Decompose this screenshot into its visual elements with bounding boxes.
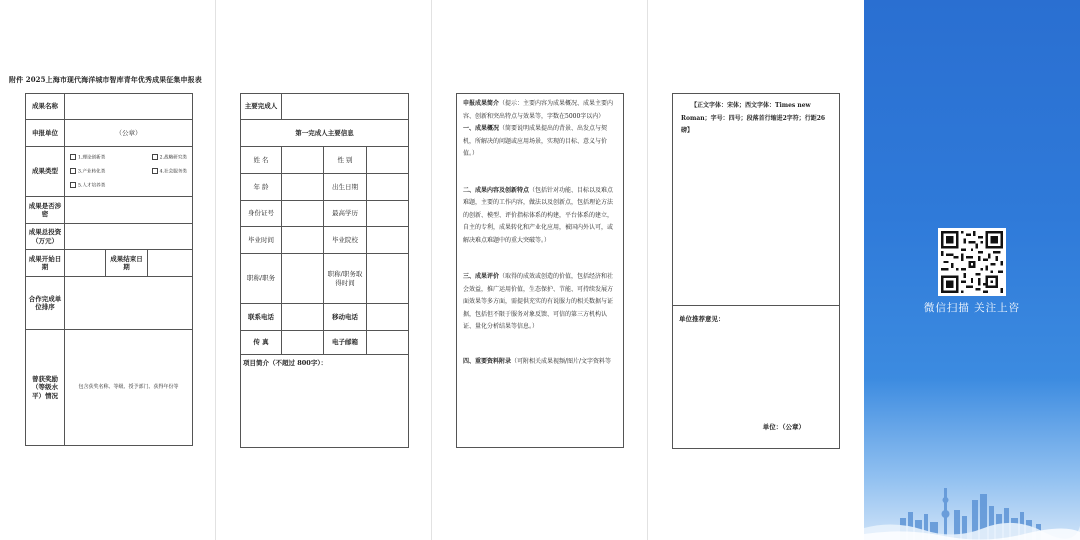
label-title: 职称/职务 (241, 254, 282, 304)
label-recommend: 单位推荐意见： (679, 315, 725, 323)
field-age[interactable] (282, 174, 324, 201)
form-page-3 (432, 0, 647, 540)
field-start-date[interactable] (65, 250, 106, 277)
label-unit: 申报单位 (26, 120, 65, 147)
type-option-5[interactable]: 5.人才培养类 (70, 182, 105, 189)
person-table (240, 93, 409, 448)
label-mobile: 移动电话 (324, 304, 367, 331)
label-birth: 出生日期 (324, 174, 367, 201)
recommend-box[interactable] (672, 305, 840, 449)
checkbox-icon (152, 154, 158, 160)
section-evaluation: 三、成果评价（取得的成效或创造的价值，包括经济和社会效益，推广运用价值，生态保护、节能、可持续发展方面效果等多方面，需提供充实的有说服力的相关数据与证据，包括但不限于服务对象反馈、可信的第三方机构认证、量化分析结果等信息。） (463, 273, 614, 330)
label-end-date: 成果结束日期 (106, 250, 148, 277)
label-main-person: 主要完成人 (241, 94, 282, 120)
checkbox-icon (70, 168, 76, 174)
summary-box[interactable] (456, 93, 624, 448)
field-investment[interactable] (65, 224, 193, 250)
checkbox-icon (70, 182, 76, 188)
label-person-name: 姓 名 (241, 147, 282, 174)
field-mobile[interactable] (367, 304, 409, 331)
label-start-date: 成果开始日期 (26, 250, 65, 277)
label-investment: 成果总投资（万元） (26, 224, 65, 250)
field-birth[interactable] (367, 174, 409, 201)
field-gender[interactable] (367, 147, 409, 174)
label-grad-time: 毕业时间 (241, 227, 282, 254)
label-coop: 合作完成单位排序 (26, 277, 65, 330)
field-edu[interactable] (367, 201, 409, 227)
label-fax: 传 真 (241, 331, 282, 355)
type-option-3[interactable]: 3.产业转化类 (70, 168, 105, 175)
type-options (65, 147, 193, 197)
label-intro: 项目简介（不超过 800字）： (243, 359, 328, 367)
label-age: 年 龄 (241, 174, 282, 201)
label-title-time: 职称/职务取得时间 (324, 254, 367, 304)
field-end-date[interactable] (148, 250, 193, 277)
field-phone[interactable] (282, 304, 324, 331)
section-content: 二、成果内容及创新特点（包括针对功能、目标以及难点难题，主要的工作内容，做法以及创新点，包括理论方法的创新、模型、评价指标体系的构建，平台体系的建立，自主的专利，成果转化和产业化应用，被国内外认可，或解决难点难题中的重大突破等。） (463, 186, 614, 244)
form-page-4 (648, 0, 863, 540)
section-appendix: 四、重要资料附录（可附相关成果视频/图片/文字资料等 (463, 357, 612, 365)
label-grad-school: 毕业院校 (324, 227, 367, 254)
label-edu: 最高学历 (324, 201, 367, 227)
field-grad-time[interactable] (282, 227, 324, 254)
label-seal: 单位：（公章） (762, 423, 805, 431)
field-coop[interactable] (65, 277, 193, 330)
type-option-4[interactable]: 4.社会服务类 (152, 168, 187, 175)
qr-code-icon[interactable] (938, 228, 1006, 296)
form-page-2 (216, 0, 431, 540)
checkbox-icon (70, 154, 76, 160)
application-table (25, 93, 193, 446)
scan-caption: 微信扫描 关注上咨 (923, 302, 1021, 314)
field-secret[interactable] (65, 197, 193, 224)
field-email[interactable] (367, 331, 409, 355)
body-box[interactable] (672, 93, 840, 306)
form-page-1 (0, 0, 215, 540)
section-overview: 一、成果概况（简要说明成果提出的背景、出发点与契机，所解决的问题或应用场景，实现的目标、意义与价值。） (463, 125, 608, 157)
field-person-name[interactable] (282, 147, 324, 174)
first-person-header: 第一完成人主要信息 (241, 120, 409, 147)
label-award: 曾获奖励（等级水平）情况 (26, 330, 65, 446)
field-title[interactable] (282, 254, 324, 304)
field-name[interactable] (65, 94, 193, 120)
field-unit[interactable]: （公章） (65, 120, 193, 147)
field-title-time[interactable] (367, 254, 409, 304)
type-option-1[interactable]: 1.理论创新类 (70, 154, 105, 161)
checkbox-icon (152, 168, 158, 174)
field-grad-school[interactable] (367, 227, 409, 254)
label-name: 成果名称 (26, 94, 65, 120)
field-fax[interactable] (282, 331, 324, 355)
label-phone: 联系电话 (241, 304, 282, 331)
label-email: 电子邮箱 (324, 331, 367, 355)
label-gender: 性 别 (324, 147, 367, 174)
label-secret: 成果是否涉密 (26, 197, 65, 224)
label-id: 身份证号 (241, 201, 282, 227)
attachment-title: 附件 2025上海市现代海洋城市智库青年优秀成果征集申报表 (9, 75, 202, 84)
label-type: 成果类型 (26, 147, 65, 197)
field-main-person[interactable] (282, 94, 409, 120)
project-intro[interactable] (241, 355, 409, 448)
city-skyline-icon (864, 470, 1080, 540)
field-award[interactable]: 包含获奖名称、等级、授予部门、获得年份等 (65, 330, 193, 446)
promo-panel (864, 0, 1080, 540)
font-note: 【正文字体：宋体；西文字体：Times new Roman；字号：四号；段落首行缩进2字符；行距26磅】 (681, 102, 826, 134)
type-option-2[interactable]: 2.战略研究类 (152, 154, 187, 161)
field-id[interactable] (282, 201, 324, 227)
summary-intro: 申报成果简介（提示：主要内容为成果概况、成果主要内容、创新和突出特点与效果等，字数在5000字以内） (463, 100, 614, 120)
